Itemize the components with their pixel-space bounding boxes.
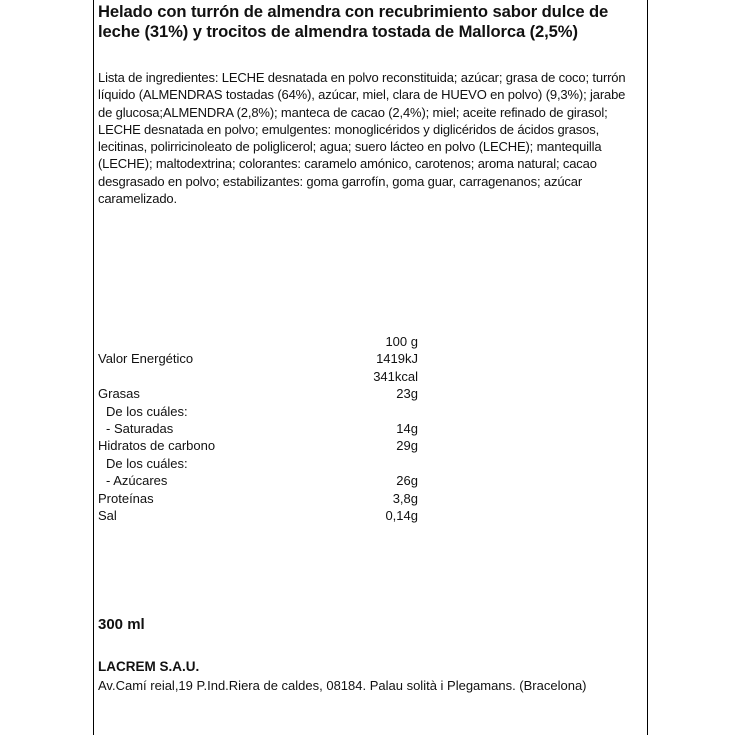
nutrition-value: 23g [396,386,418,402]
product-label-sheet [93,0,648,735]
nutrition-row [98,333,518,350]
nutrition-table [98,333,518,524]
nutrition-label: Valor Energético [98,351,194,367]
nutrition-row [98,385,518,402]
company-name: LACREM S.A.U. [98,659,200,674]
nutrition-row [98,350,518,367]
company-address: Av.Camí reial,19 P.Ind.Riera de caldes, 08184. Palau solità i Plegamans. (Bracelona) [98,678,587,693]
nutrition-label: - Azúcares [106,473,168,489]
nutrition-row [98,403,518,420]
nutrition-label: De los cuáles: [106,455,188,471]
nutrition-value: 26g [396,473,418,489]
nutrition-label: Sal [98,507,117,523]
product-title: Helado con turrón de almendra con recubrimiento sabor dulce de leche (31%) y trocitos de almendra tostada de Mallorca (2,5%) [98,2,609,41]
net-volume: 300 ml [98,616,145,633]
nutrition-label: - Saturadas [106,420,174,436]
nutrition-value: 3,8g [392,490,418,506]
nutrition-value: 1419kJ [376,351,418,367]
nutrition-value: 100 g [385,334,418,349]
nutrition-value: 29g [396,438,418,454]
nutrition-row [98,368,518,385]
nutrition-value: 341kcal [373,368,418,384]
nutrition-row [98,437,518,454]
nutrition-row [98,420,518,437]
nutrition-label: Grasas [98,386,140,402]
ingredients-list: Lista de ingredientes: LECHE desnatada en polvo reconstituida; azúcar; grasa de coco; turrón líquido (ALMENDRAS tostadas (64%), azúcar, miel, clara de HUEVO en polvo) (9,3%); jarabe de glucosa;ALMENDRA (2,8%); manteca de cacao (2,4%); miel; aceite refinado de girasol; LECHE desnatada en polvo; emulgentes: monoglicéridos y diglicéridos de ácidos grasos, lecitinas, polirricinoleato de poliglicerol; agua; suero lácteo en polvo (LECHE); mantequilla (LECHE); maltodextrina; colorantes: caramelo amónico, carotenos; aroma natural; cacao desgrasado en polvo; estabilizantes: goma garrofín, goma guar, carragenanos; azúcar caramelizado. [98,70,626,207]
nutrition-row [98,472,518,489]
nutrition-value: 14g [396,420,418,436]
nutrition-row [98,455,518,472]
nutrition-label: Hidratos de carbono [98,438,216,454]
nutrition-label: De los cuáles: [106,403,188,419]
nutrition-label: Proteínas [98,490,154,506]
nutrition-row [98,507,518,524]
nutrition-row [98,490,518,507]
nutrition-value: 0,14g [385,507,418,523]
